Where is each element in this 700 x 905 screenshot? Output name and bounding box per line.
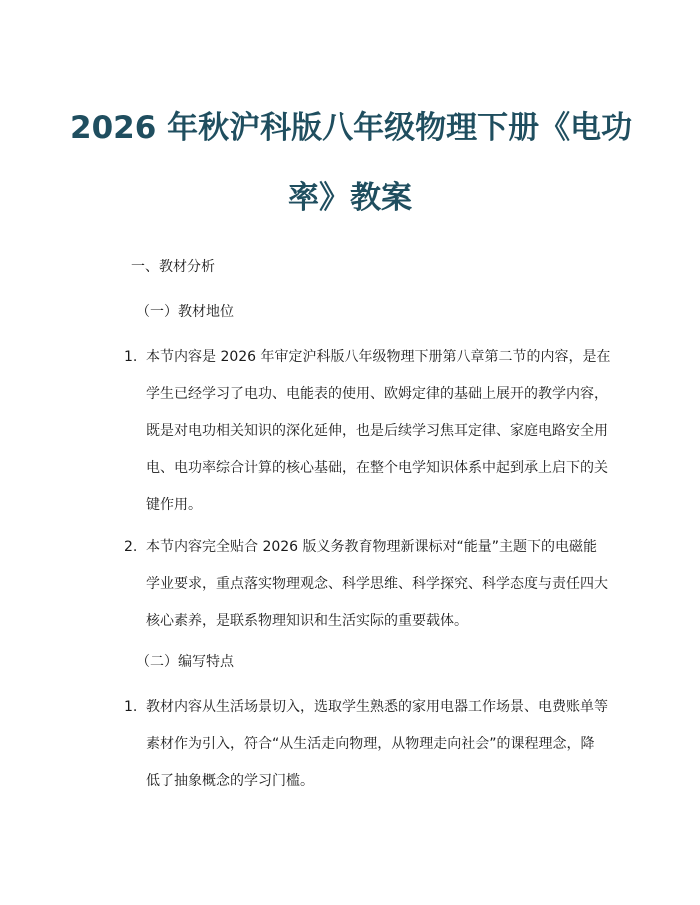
section-heading-textbook-analysis: 一、教材分析 <box>131 259 215 275</box>
list-item-number: 2. <box>124 539 138 555</box>
paragraph-line: 核心素养，是联系物理知识和生活实际的重要载体。 <box>146 613 468 629</box>
paragraph-line: 低了抽象概念的学习门槛。 <box>146 773 314 789</box>
document-title-line-2: 率》教案 <box>288 180 412 216</box>
paragraph-line: 电、电功率综合计算的核心基础，在整个电学知识体系中起到承上启下的关 <box>146 460 608 476</box>
paragraph-line: 素材作为引入，符合“从生活走向物理，从物理走向社会”的课程理念，降 <box>146 736 595 752</box>
paragraph-line: 键作用。 <box>146 497 202 513</box>
subsection-heading-textbook-position: （一）教材地位 <box>136 304 234 320</box>
list-item-number: 1. <box>124 349 138 365</box>
paragraph-line: 既是对电功相关知识的深化延伸，也是后续学习焦耳定律、家庭电路安全用 <box>146 423 608 439</box>
paragraph-line: 学业要求，重点落实物理观念、科学思维、科学探究、科学态度与责任四大 <box>146 576 608 592</box>
list-item <box>124 339 611 524</box>
list-item <box>124 529 608 640</box>
paragraph-line: 学生已经学习了电功、电能表的使用、欧姆定律的基础上展开的教学内容， <box>146 386 608 402</box>
paragraph-line: 本节内容完全贴合 2026 版义务教育物理新课标对“能量”主题下的电磁能 <box>146 539 598 555</box>
list-item-number: 1. <box>124 699 138 715</box>
paragraph-line: 本节内容是 2026 年审定沪科版八年级物理下册第八章第二节的内容，是在 <box>146 349 611 365</box>
paragraph-line: 教材内容从生活场景切入，选取学生熟悉的家用电器工作场景、电费账单等 <box>146 699 608 715</box>
list-item <box>124 689 608 800</box>
subsection-heading-writing-features: （二）编写特点 <box>136 654 234 670</box>
document-title-line-1: 2026 年秋沪科版八年级物理下册《电功 <box>70 110 633 146</box>
